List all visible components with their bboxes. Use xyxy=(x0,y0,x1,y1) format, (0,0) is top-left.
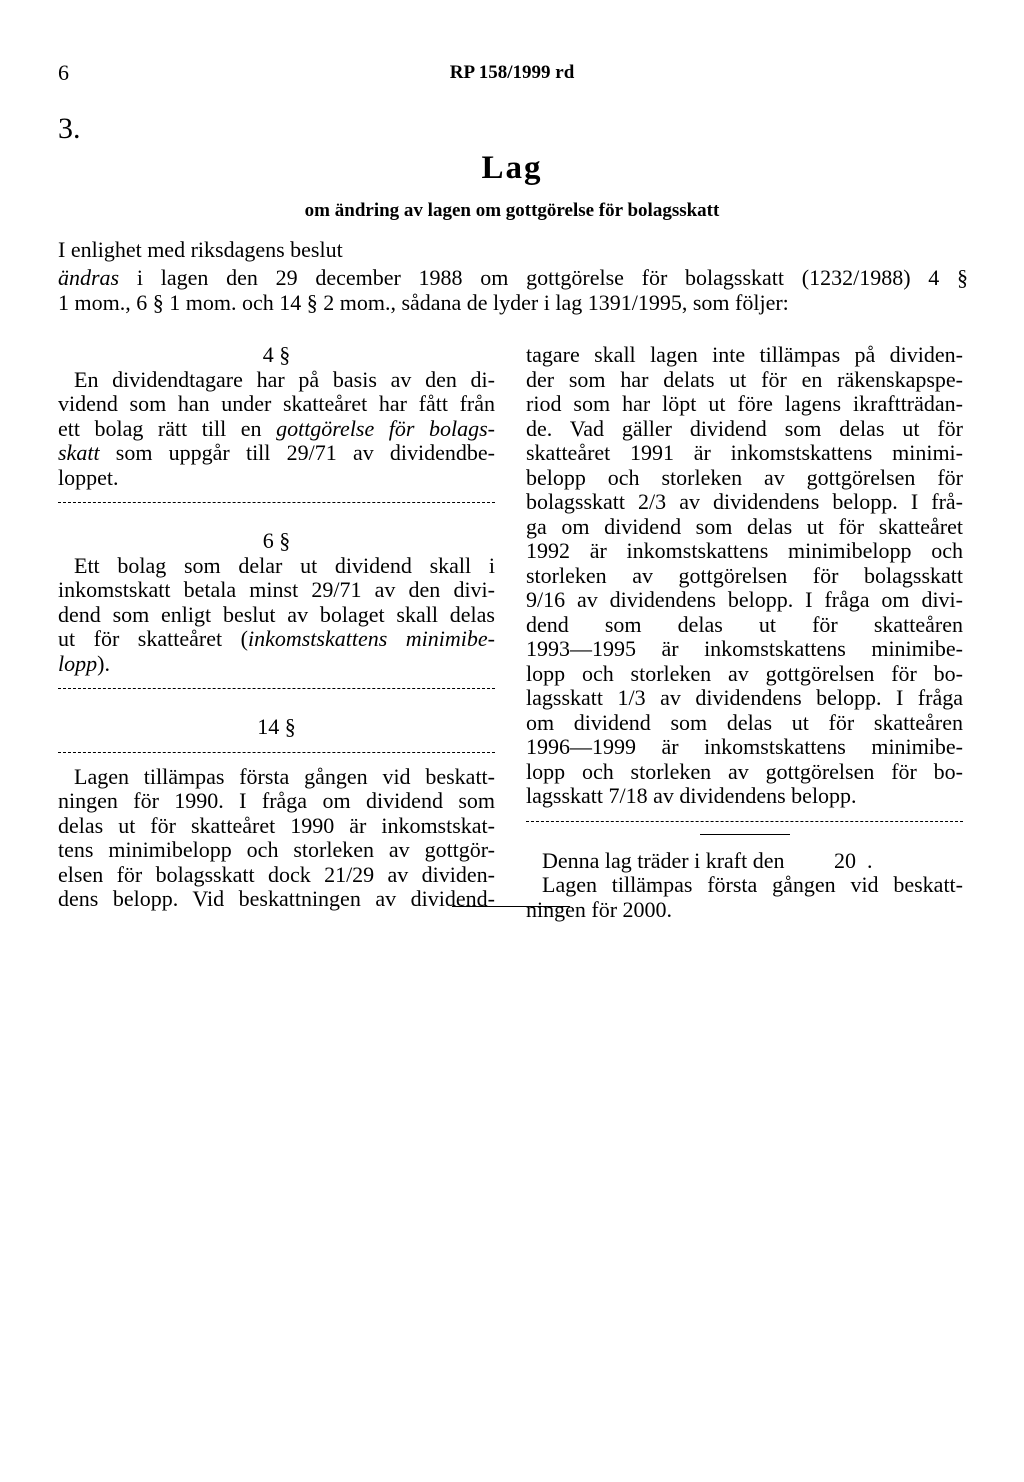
continuation-line: lagsskatt 1/3 av dividendens belopp. I fråga xyxy=(526,685,963,710)
omission-rule xyxy=(58,688,495,689)
section-4-line: loppet. xyxy=(58,464,119,490)
section-4-heading: 4 § xyxy=(262,342,291,367)
separator-rule xyxy=(700,834,790,835)
continuation-line: bolagsskatt 2/3 av dividendens belopp. I frå- xyxy=(526,489,963,514)
law-subtitle: om ändring av lagen om gottgörelse för bolagsskatt xyxy=(304,200,720,221)
section-14-line: ningen för 1990. I fråga om dividend som xyxy=(58,788,495,813)
continuation-line: skatteåret 1991 är inkomstskattens minimi- xyxy=(526,440,963,465)
continuation-line: 1996—1999 är inkomstskattens minimibe- xyxy=(526,734,963,759)
continuation-line: 1992 är inkomstskattens minimibelopp och xyxy=(526,538,963,563)
amendment-paragraph xyxy=(58,265,968,315)
section-4-line: En dividendtagare har på basis av den di- xyxy=(74,366,495,392)
continuation-line: dend som delas ut för skatteåren xyxy=(526,611,963,637)
section-6-line: ut för skatteåret (inkomstskattens minimibe- xyxy=(58,626,495,651)
effective-line: ningen för 2000. xyxy=(526,896,673,922)
item-number: 3. xyxy=(58,112,81,145)
section-14-line: dens belopp. Vid beskattningen av dividend- xyxy=(58,886,495,911)
continuation-line: riod som har löpt ut före lagens ikraftträdan- xyxy=(526,391,963,416)
right-column xyxy=(526,343,963,922)
section-6-line: dend som enligt beslut av bolaget skall delas xyxy=(58,601,495,627)
law-title: Lag xyxy=(481,150,543,186)
continuation-line: 1993—1995 är inkomstskattens minimibe- xyxy=(526,636,963,661)
amendment-line: ändras i lagen den 29 december 1988 om gottgörelse för bolagsskatt (1232/1988) 4 § xyxy=(58,265,968,290)
continuation-line: tagare skall lagen inte tillämpas på dividen- xyxy=(526,342,963,367)
effective-line: Lagen tillämpas första gången vid beskatt- xyxy=(542,872,963,897)
section-14-line: elsen för bolagsskatt dock 21/29 av dividen- xyxy=(58,861,495,887)
section-6-heading: 6 § xyxy=(262,528,291,553)
continuation-line: ga om dividend som delas ut för skatteåret xyxy=(526,513,963,539)
continuation-line: storleken av gottgörelsen för bolagsskatt xyxy=(526,562,963,588)
section-14-line: tens minimibelopp och storleken av gottgör- xyxy=(58,837,495,862)
continuation-line: lagsskatt 7/18 av dividendens belopp. xyxy=(526,783,857,808)
section-4-line: ett bolag rätt till en gottgörelse för bolags- xyxy=(58,415,495,441)
continuation-line: 9/16 av dividendens belopp. I fråga om divi- xyxy=(526,587,963,612)
omission-rule xyxy=(58,502,495,503)
continuation-line: belopp och storleken av gottgörelsen för xyxy=(526,464,963,490)
section-6-line: inkomstskatt betala minst 29/71 av den divi- xyxy=(58,577,495,602)
continuation-line: lopp och storleken av gottgörelsen för bo- xyxy=(526,660,963,686)
left-column xyxy=(58,343,495,912)
document-reference: RP 158/1999 rd xyxy=(449,62,575,83)
section-14-heading: 14 § xyxy=(257,714,296,739)
continuation-line: de. Vad gäller dividend som delas ut för xyxy=(526,415,963,441)
section-14-line: delas ut för skatteåret 1990 är inkomstskat- xyxy=(58,812,495,838)
omission-rule xyxy=(58,752,495,753)
continuation-line: der som har delats ut för en räkenskapspe- xyxy=(526,366,963,392)
section-4-line: skatt som uppgår till 29/71 av dividendbe- xyxy=(58,440,495,465)
page-number: 6 xyxy=(58,60,69,85)
section-14-line: Lagen tillämpas första gången vid beskatt- xyxy=(74,763,495,789)
continuation-line: lopp och storleken av gottgörelsen för bo- xyxy=(526,758,963,784)
end-rule xyxy=(452,906,570,907)
intro-line: I enlighet med riksdagens beslut xyxy=(58,237,343,262)
section-6-line: lopp). xyxy=(58,650,110,676)
amendment-line: 1 mom., 6 § 1 mom. och 14 § 2 mom., sådana de lyder i lag 1391/1995, som följer: xyxy=(58,290,789,315)
section-4-line: vidend som han under skatteåret har fått från xyxy=(58,391,495,416)
continuation-line: om dividend som delas ut för skatteåren xyxy=(526,709,963,735)
omission-rule xyxy=(526,821,963,822)
section-6-line: Ett bolag som delar ut dividend skall i xyxy=(74,552,495,578)
effective-date-line: Denna lag träder i kraft den 20 . xyxy=(542,847,873,873)
